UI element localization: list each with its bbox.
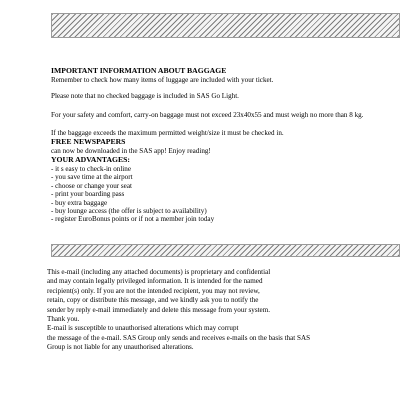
- disclaimer-line: the message of the e-mail. SAS Group only sends and receives e-mails on the basis that SAS: [47, 333, 311, 342]
- disclaimer-line: sender by reply e-mail immediately and delete this message from your system.: [47, 305, 270, 314]
- legal-disclaimer: [47, 268, 397, 353]
- disclaimer-line: and may contain legally privileged information. It is intended for the named: [47, 277, 263, 286]
- advantages-list: [51, 165, 400, 224]
- baggage-go-light-text: Please note that no checked baggage is included in SAS Go Light.: [51, 92, 239, 100]
- baggage-carry-on-text: For your safety and comfort, carry-on baggage must not exceed 23x40x55 and must weigh no more than 8 kg.: [51, 111, 364, 119]
- disclaimer-line: This e-mail (including any attached documents) is proprietary and confidential: [47, 268, 271, 276]
- disclaimer-line: E-mail is susceptible to unauthorised alterations which may corrupt: [47, 324, 239, 333]
- advantage-item: - choose or change your seat: [51, 181, 132, 190]
- advantage-item: - buy lounge access (the offer is subject to availability): [51, 206, 207, 215]
- advantage-item: - print your boarding pass: [51, 190, 125, 199]
- baggage-oversize-text: If the baggage exceeds the maximum permitted weight/size it must be checked in.: [51, 129, 284, 137]
- advantage-item: - it s easy to check-in online: [51, 165, 131, 173]
- advantage-item: - register EuroBonus points or if not a member join today: [51, 215, 215, 224]
- newspapers-text: can now be downloaded in the SAS app! Enjoy reading!: [51, 147, 211, 155]
- advantages-heading: YOUR ADVANTAGES:: [51, 155, 130, 164]
- disclaimer-line: recipient(s) only. If you are not the intended recipient, you may not review,: [47, 286, 260, 295]
- top-banner-image: [51, 13, 400, 38]
- footer-banner-image: [51, 244, 400, 257]
- advantage-item: - you save time at the airport: [51, 173, 133, 182]
- disclaimer-line: Group is not liable for any unauthorised alterations.: [47, 343, 194, 352]
- disclaimer-line: retain, copy or distribute this message, and we kindly ask you to notify the: [47, 296, 259, 305]
- baggage-heading: IMPORTANT INFORMATION ABOUT BAGGAGE: [51, 66, 227, 75]
- baggage-luggage-text: Remember to check how many items of luggage are included with your ticket.: [51, 75, 274, 84]
- disclaimer-line: Thank you.: [47, 314, 80, 323]
- advantage-item: - buy extra baggage: [51, 198, 108, 207]
- newspapers-heading: FREE NEWSPAPERS: [51, 137, 126, 146]
